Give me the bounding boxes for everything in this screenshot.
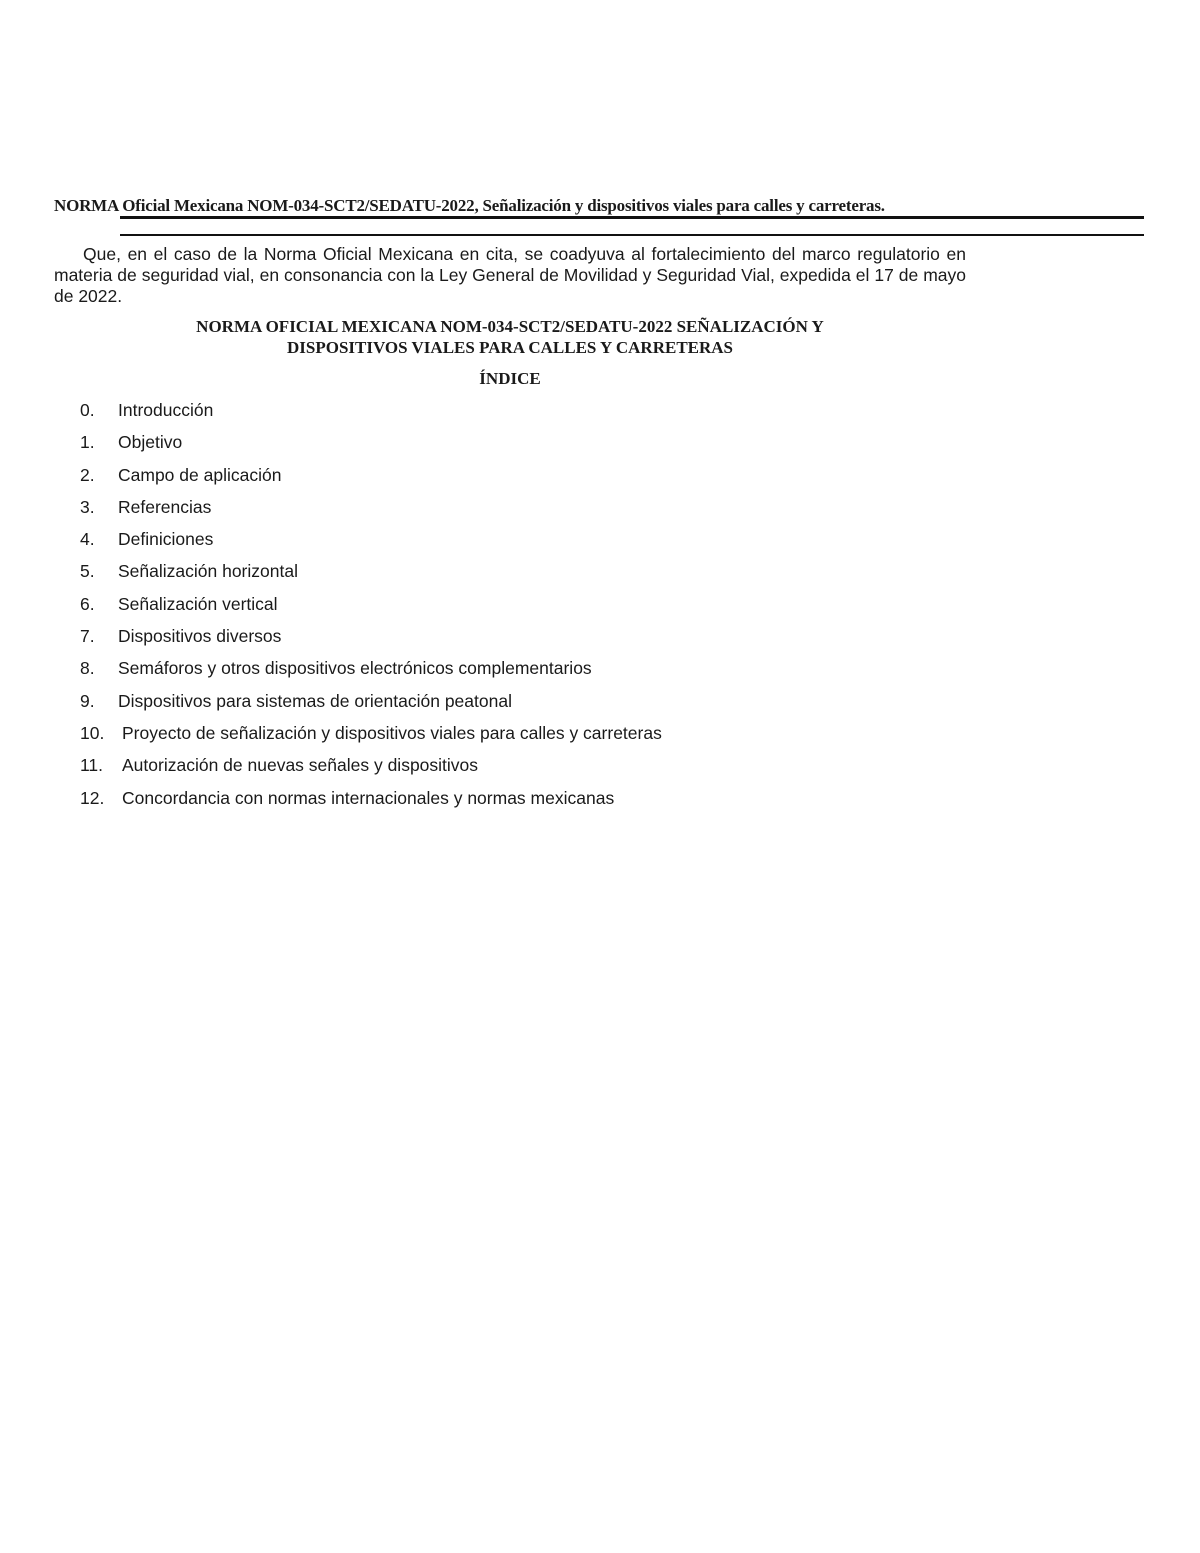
index-item-label: Señalización horizontal — [118, 561, 298, 582]
index-item — [80, 594, 662, 626]
document-title-line-1: NORMA OFICIAL MEXICANA NOM-034-SCT2/SEDATU-2022 SEÑALIZACIÓN Y — [196, 317, 824, 336]
index-item-number: 0. — [80, 400, 95, 420]
index-item-number: 9. — [80, 690, 95, 711]
index-item — [80, 400, 662, 432]
index-item-label: Proyecto de señalización y dispositivos viales para calles y carreteras — [122, 722, 662, 743]
index-item-label: Dispositivos diversos — [118, 626, 282, 647]
document-title-line-2: DISPOSITIVOS VIALES PARA CALLES Y CARRETERAS — [286, 338, 734, 357]
index-heading: ÍNDICE — [479, 369, 541, 388]
index-list — [80, 400, 662, 820]
index-item-label: Dispositivos para sistemas de orientación peatonal — [118, 690, 512, 711]
index-item — [80, 465, 662, 497]
index-item-label: Campo de aplicación — [118, 464, 282, 485]
index-item-label: Objetivo — [118, 432, 183, 453]
document-title — [54, 316, 966, 358]
index-item — [80, 788, 662, 820]
header-rule-thick — [120, 216, 1144, 219]
index-item-number: 6. — [80, 593, 95, 614]
header-title: NORMA Oficial Mexicana NOM-034-SCT2/SEDATU-2022, Señalización y dispositivos viales para calles y carreteras. — [54, 196, 885, 215]
index-item — [80, 723, 662, 755]
index-item-label: Concordancia con normas internacionales y normas mexicanas — [122, 787, 615, 808]
index-item-number: 2. — [80, 464, 95, 485]
index-item-number: 12. — [80, 787, 105, 808]
index-item-label: Introducción — [118, 400, 214, 420]
index-item — [80, 626, 662, 658]
index-item-number: 11. — [80, 755, 104, 776]
index-item-number: 10. — [80, 722, 105, 743]
index-item-label: Referencias — [118, 496, 212, 517]
index-item — [80, 529, 662, 561]
index-item-number: 1. — [80, 432, 95, 453]
index-item-number: 3. — [80, 496, 95, 517]
index-item-label: Autorización de nuevas señales y dispositivos — [122, 755, 479, 776]
index-item-number: 7. — [80, 626, 95, 647]
index-item-label: Semáforos y otros dispositivos electrónicos complementarios — [118, 658, 592, 679]
page-header — [54, 196, 1144, 216]
header-rule-thin — [120, 234, 1144, 236]
index-item — [80, 561, 662, 593]
index-item — [80, 691, 662, 723]
index-item — [80, 755, 662, 787]
index-item-label: Señalización vertical — [118, 593, 278, 614]
index-item-number: 4. — [80, 529, 95, 550]
index-item-number: 8. — [80, 658, 95, 679]
index-item — [80, 497, 662, 529]
index-item — [80, 432, 662, 464]
intro-paragraph: Que, en el caso de la Norma Oficial Mexicana en cita, se coadyuva al fortalecimiento del marco regulatorio en materia de seguridad vial, en consonancia con la Ley General de Movilidad y Seguridad Vial, expedida el 17 de mayo de 2022. — [54, 244, 966, 306]
index-item — [80, 658, 662, 690]
index-item-number: 5. — [80, 561, 95, 582]
index-item-label: Definiciones — [118, 529, 214, 550]
